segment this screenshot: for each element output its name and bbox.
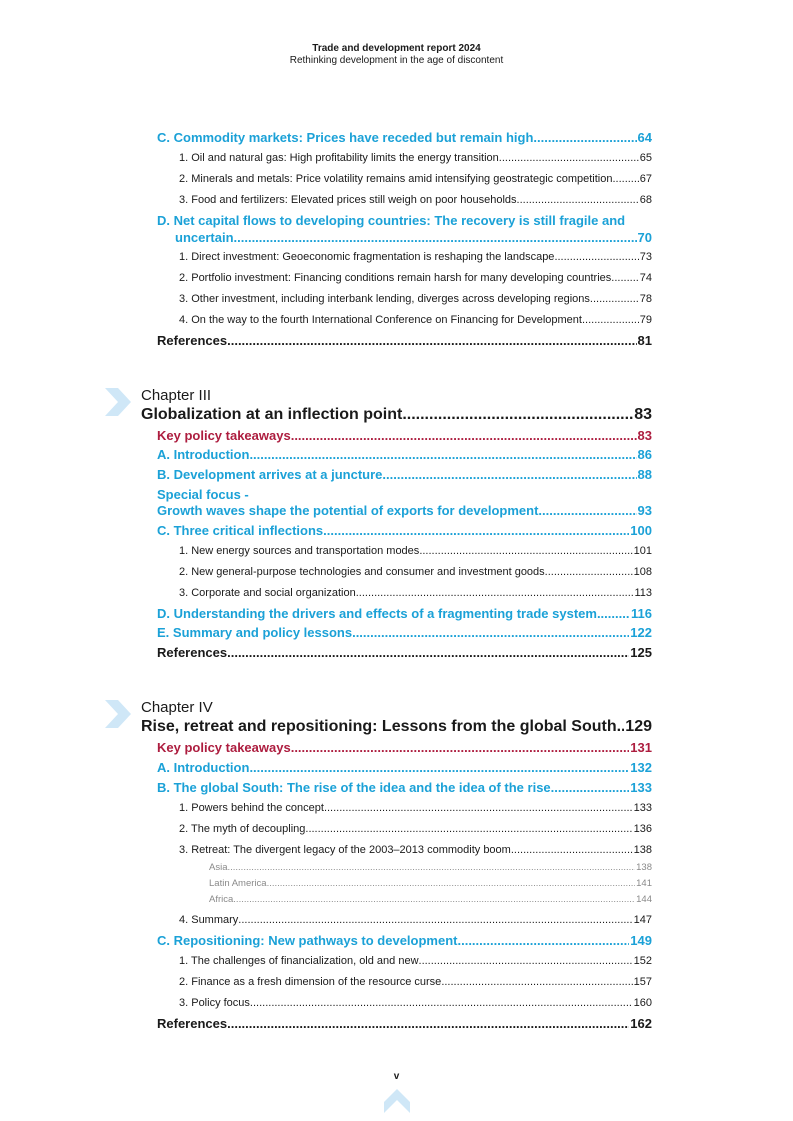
toc-entry-summary[interactable]: 4. Summary ..... 147 [179, 913, 652, 928]
toc-entry-portfolio-investment[interactable]: 2. Portfolio investment: Financing conditions remain harsh for many developing countries ..... 74 [179, 271, 652, 286]
page-ref: 101 [633, 545, 652, 557]
page-ref: 162 [630, 1016, 652, 1031]
page-ref: 113 [634, 587, 652, 599]
chevron-right-icon [103, 699, 133, 729]
toc-entry-other-investment[interactable]: 3. Other investment, including interbank lending, diverges across developing regions ..... 78 [179, 292, 652, 307]
page-ref: 64 [637, 130, 652, 145]
toc-entry-references[interactable]: References ..... 162 [157, 1015, 652, 1032]
toc-entry-fragmenting-trade[interactable]: D. Understanding the drivers and effects of a fragmenting trade system ..... 116 [157, 605, 652, 622]
page-ref: 79 [639, 314, 652, 326]
toc-entry-introduction[interactable]: A. Introduction ..... 132 [157, 759, 652, 776]
page-ref: 70 [637, 230, 652, 245]
report-subtitle: Rethinking development in the age of discontent [289, 55, 504, 66]
toc-entry-financing-conference[interactable]: 4. On the way to the fourth International Conference on Financing for Development ..... 79 [179, 313, 652, 328]
page-ref: 133 [633, 802, 652, 814]
chapter-title[interactable]: Globalization at an inflection point ..... 83 [141, 405, 652, 425]
toc-entry-key-policy-takeaways[interactable]: Key policy takeaways ..... 131 [157, 739, 652, 756]
toc-entry-retreat-commodity-boom[interactable]: 3. Retreat: The divergent legacy of the 2003–2013 commodity boom ..... 138 [179, 843, 652, 858]
page-ref: 73 [639, 251, 652, 263]
toc-entry-oil-gas[interactable]: 1. Oil and natural gas: High profitability limits the energy transition ..... 65 [179, 151, 652, 166]
toc-entry-net-capital-flows[interactable]: uncertain ..... 70 [175, 229, 652, 246]
page-ref: 131 [630, 740, 652, 755]
page-ref: 152 [633, 955, 652, 967]
toc-entry-introduction[interactable]: A. Introduction ..... 86 [157, 446, 652, 463]
toc-entry-critical-inflections[interactable]: C. Three critical inflections ..... 100 [157, 522, 652, 539]
page-ref: 149 [630, 933, 652, 948]
chevron-right-icon [103, 387, 133, 417]
page-header [0, 43, 793, 67]
page-ref: 125 [630, 645, 652, 660]
page-ref: 132 [630, 760, 652, 775]
toc-entry-commodity-markets[interactable]: C. Commodity markets: Prices have receded but remain high ..... 64 [157, 129, 652, 146]
page-ref: 83 [637, 428, 652, 443]
toc-entry-resource-curse[interactable]: 2. Finance as a fresh dimension of the resource curse ..... 157 [179, 975, 652, 990]
toc-entry-food-fertilizers[interactable]: 3. Food and fertilizers: Elevated prices still weigh on poor households ..... 68 [179, 193, 652, 208]
chapter-label: Chapter IV [141, 699, 213, 716]
page-ref: 147 [633, 914, 652, 926]
toc-entry-repositioning[interactable]: C. Repositioning: New pathways to development ..... 149 [157, 932, 652, 949]
toc-entry-net-capital-line1[interactable]: D. Net capital flows to developing countries: The recovery is still fragile and [157, 213, 626, 228]
toc-entry-summary-policy-lessons[interactable]: E. Summary and policy lessons ..... 122 [157, 624, 652, 641]
page-ref: 129 [625, 718, 652, 735]
toc-entry-references[interactable]: References ..... 125 [157, 644, 652, 661]
page-ref: 93 [637, 503, 652, 518]
up-arrow-icon[interactable] [383, 1088, 411, 1114]
page-ref: 67 [639, 173, 652, 185]
toc-entry-general-purpose-tech[interactable]: 2. New general-purpose technologies and consumer and investment goods ..... 108 [179, 565, 652, 580]
page-ref: 138 [636, 862, 652, 873]
page-ref: 141 [636, 878, 652, 889]
page-ref: 108 [633, 566, 652, 578]
toc-entry-special-focus[interactable]: Growth waves shape the potential of exports for development ..... 93 [157, 502, 652, 519]
chapter-label: Chapter III [141, 387, 212, 404]
page-ref: 157 [633, 976, 652, 988]
toc-entry-energy-sources[interactable]: 1. New energy sources and transportation modes ..... 101 [179, 544, 652, 559]
toc-entry-powers-behind-concept[interactable]: 1. Powers behind the concept ..... 133 [179, 801, 652, 816]
toc-entry-minerals-metals[interactable]: 2. Minerals and metals: Price volatility remains amid intensifying geostrategic competition ..... 67 [179, 172, 652, 187]
page-ref: 86 [637, 447, 652, 462]
page-ref: 122 [630, 625, 652, 640]
toc-entry-corporate-social[interactable]: 3. Corporate and social organization ..... 113 [179, 586, 652, 601]
page-ref: 88 [637, 467, 652, 482]
page-ref: 138 [633, 844, 652, 856]
toc-entry-myth-of-decoupling[interactable]: 2. The myth of decoupling ..... 136 [179, 822, 652, 837]
page-number: v [393, 1071, 400, 1082]
page-ref: 136 [633, 823, 652, 835]
page-ref: 116 [631, 606, 652, 621]
page-ref: 100 [630, 523, 652, 538]
toc-entry-financialization[interactable]: 1. The challenges of financialization, old and new ..... 152 [179, 954, 652, 969]
toc-entry-latin-america[interactable]: Latin America ..... 141 [209, 877, 652, 890]
toc-entry-direct-investment[interactable]: 1. Direct investment: Geoeconomic fragmentation is reshaping the landscape ..... 73 [179, 250, 652, 265]
chapter-title[interactable]: Rise, retreat and repositioning: Lessons from the global South ..... 129 [141, 717, 652, 737]
page-ref: 83 [634, 406, 652, 423]
page-ref: 81 [637, 333, 652, 348]
page-ref: 74 [639, 272, 652, 284]
toc-entry-development-juncture[interactable]: B. Development arrives at a juncture ..... 88 [157, 466, 652, 483]
page-ref: 78 [639, 293, 652, 305]
report-title: Trade and development report 2024 [312, 43, 481, 54]
page-ref: 65 [639, 152, 652, 164]
page-ref: 133 [630, 780, 652, 795]
toc-entry-key-policy-takeaways[interactable]: Key policy takeaways ..... 83 [157, 427, 652, 444]
page-ref: 68 [639, 194, 652, 206]
page-ref: 160 [633, 997, 652, 1009]
toc-entry-special-focus-line1[interactable]: Special focus - [157, 487, 249, 502]
toc-entry-global-south[interactable]: B. The global South: The rise of the idea and the idea of the rise ..... 133 [157, 779, 652, 796]
toc-entry-references[interactable]: References ..... 81 [157, 332, 652, 349]
toc-entry-asia[interactable]: Asia ..... 138 [209, 861, 652, 874]
toc-entry-africa[interactable]: Africa ..... 144 [209, 893, 652, 906]
toc-entry-policy-focus[interactable]: 3. Policy focus ..... 160 [179, 996, 652, 1011]
page-ref: 144 [636, 894, 652, 905]
